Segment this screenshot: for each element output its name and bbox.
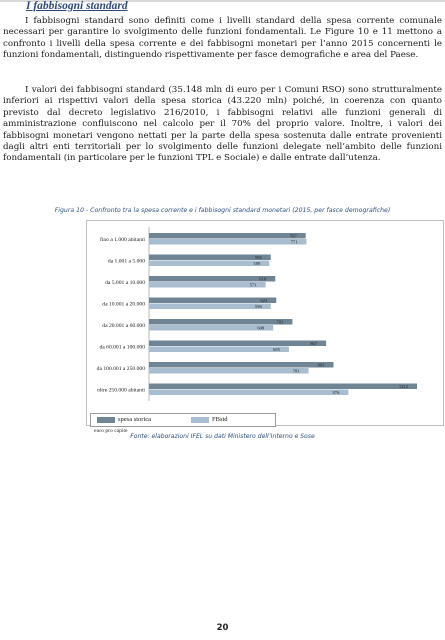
- bar-spesa-storica: [149, 341, 326, 347]
- bar-fbstd: [149, 261, 269, 267]
- data-label: 623: [260, 298, 268, 304]
- source-note: Fonte: elaborazioni IFEL su dati Ministero dell’Interno e Sose: [130, 433, 315, 440]
- data-label: 596: [254, 255, 262, 261]
- bar-spesa-storica: [149, 276, 275, 282]
- data-label: 685: [273, 347, 280, 353]
- chart-legend: [90, 413, 276, 427]
- bar-fbstd: [149, 325, 273, 331]
- bar-fbstd: [149, 282, 266, 288]
- category-label: da 10.001 a 20.000: [102, 301, 145, 308]
- data-label: 771: [290, 239, 298, 245]
- legend-label-fbstd: FBstd: [212, 416, 228, 423]
- data-label: 1312: [398, 384, 409, 390]
- bar-spesa-storica: [149, 233, 306, 239]
- legend-swatch-fbstd: [191, 417, 209, 423]
- data-label: 702: [276, 319, 284, 325]
- data-label: 608: [257, 325, 265, 331]
- paragraph-2: I valori dei fabbisogni standard (35.148 mln di euro per i Comuni RSO) sono strutturalmente inferiori ai rispettivi valori della spesa storica (43.220 mln) poiché, in coerenza con quanto previsto dal decreto legislativo 216/2010, i fabbisogni relativi alle funzioni generali di amministrazione confluiscono nel calcolo per il 70% del proprio valore. Inoltre, i valori dei fabbisogni monetari vengono nettati per la parte della spesa sostenuta dalle entrate provenienti dagli altri enti territoriali per lo svolgimento delle funzioni delegate nell’ambito delle funzioni fondamentali (in particolare per le funzioni TPL e Sociale) e dalle entrate dall’utenza.: [3, 85, 442, 164]
- bar-spesa-storica: [149, 362, 333, 368]
- data-label: 589: [253, 261, 261, 267]
- legend-item-fbstd: [191, 416, 228, 423]
- legend-item-spesa-storica: [97, 416, 151, 423]
- bar-fbstd: [149, 390, 348, 396]
- bar-chart: [87, 221, 443, 425]
- bar-fbstd: [149, 304, 271, 310]
- data-label: 571: [249, 282, 257, 288]
- category-label: da 20.001 a 60.000: [102, 323, 145, 329]
- data-label: 781: [292, 368, 300, 374]
- figure-caption: Figura 10 - Confronto tra la spesa corrente e i fabbisogni standard monetari (2015, per fasce demografiche): [54, 207, 391, 214]
- data-label: 596: [254, 304, 262, 310]
- category-label: oltre 250.000 abitanti: [96, 387, 145, 394]
- category-label: fino a 1.000 abitanti: [99, 237, 145, 243]
- data-label: 976: [332, 390, 340, 396]
- unit-note: euro pro capite: [94, 428, 128, 434]
- page-number: 20: [216, 623, 229, 633]
- paragraph-1: I fabbisogni standard sono definiti come i livelli standard della spesa corrente comunale necessari per garantire lo svolgimento delle funzioni fondamentali. Le Figure 10 e 11 mettono a confronto i livelli della spesa corrente e dei fabbisogni monetari per l’anno 2015 concernenti le funzioni fondamentali, distinguendo rispettivamente per fasce demografiche e area del Paese.: [3, 16, 442, 61]
- legend-label-spesa-storica: spesa storica: [118, 416, 152, 423]
- category-label: da 60.001 a 100.000: [99, 344, 145, 351]
- data-label: 867: [310, 341, 318, 347]
- data-label: 903: [317, 362, 325, 368]
- chart-frame: [86, 220, 444, 426]
- bar-fbstd: [149, 347, 289, 353]
- bar-spesa-storica: [149, 319, 292, 325]
- bar-fbstd: [149, 239, 307, 245]
- category-label: da 5.001 a 10.000: [105, 280, 145, 286]
- category-label: da 100.001 a 250.000: [96, 366, 145, 372]
- data-label: 618: [259, 276, 267, 282]
- legend-swatch-spesa-storica: [97, 417, 115, 423]
- section-heading: I fabbisogni standard: [26, 0, 128, 12]
- bar-spesa-storica: [149, 255, 271, 261]
- bar-spesa-storica: [149, 298, 276, 304]
- bar-spesa-storica: [149, 384, 417, 390]
- bar-fbstd: [149, 368, 309, 374]
- data-label: 767: [289, 233, 297, 239]
- category-label: da 1.001 a 5.000: [107, 258, 145, 265]
